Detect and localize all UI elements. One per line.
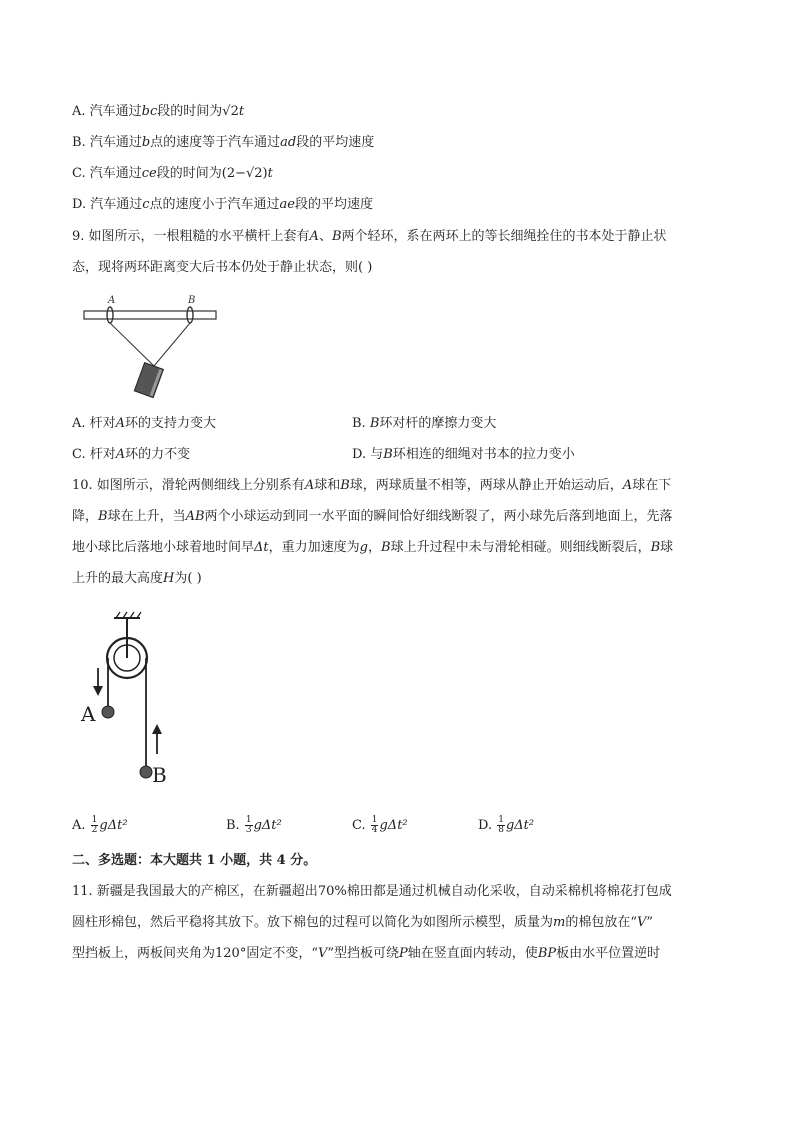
ball-b (140, 766, 152, 778)
q9-option-d: D. 与B环相连的细绳对书本的拉力变小 (352, 447, 575, 462)
label-b: B (152, 763, 167, 787)
q10-option-d: D. $\frac{1}{8}$ gΔt² (478, 815, 535, 835)
string-left (110, 323, 154, 366)
q10-figure (78, 610, 188, 790)
q8-option-d: D. 汽车通过c点的速度小于汽车通过ae段的平均速度 (72, 197, 373, 212)
q8-option-b: B. 汽车通过b点的速度等于汽车通过ad段的平均速度 (72, 135, 375, 150)
q9-stem-line1: 9. 如图所示，一根粗糙的水平横杆上套有A、B两个轻环，系在两环上的等长细绳拴住的书本处于静止状 (72, 229, 667, 244)
string-right (154, 323, 190, 366)
q9-option-c: C. 杆对A环的力不变 (72, 447, 191, 462)
q8-option-a: A. 汽车通过bc段的时间为√2t (72, 104, 245, 119)
q9-option-b: B. B环对杆的摩擦力变大 (352, 416, 497, 431)
fraction: $\frac{1}{3}$ (245, 815, 252, 835)
horizontal-rod (84, 311, 216, 319)
fraction: $\frac{1}{2}$ (91, 815, 98, 835)
q9-stem-line2: 态，现将两环距离变大后书本仍处于静止状态，则( ) (72, 260, 373, 275)
q10-stem-line3: 地小球比后落地小球着地时间早Δt，重力加速度为g，B球上升过程中未与滑轮相碰。则细线断裂后，B球 (72, 540, 674, 555)
q10-stem-line1: 10. 如图所示，滑轮两侧细线上分别系有A球和B球，两球质量不相等，两球从静止开始运动后，A球在下 (72, 478, 672, 493)
label-a: A (81, 702, 96, 726)
fraction: $\frac{1}{8}$ (498, 815, 504, 835)
section-heading-multiple-choice: 二、多选题：本大题共 1 小题，共 4 分。 (72, 853, 317, 868)
ball-a (102, 706, 114, 718)
q10-stem-line2: 降，B球在上升，当AB两个小球运动到同一水平面的瞬间恰好细线断裂了，两小球先后落到地面上，先落 (72, 509, 673, 524)
book (134, 363, 163, 398)
q11-stem-line1: 11. 新疆是我国最大的产棉区，在新疆超出70%棉田都是通过机械自动化采收，自动采棉机将棉花打包成 (72, 884, 672, 899)
label-ring-b: B (188, 295, 196, 306)
q8-option-c: C. 汽车通过ce段的时间为(2−√2)t (72, 166, 273, 181)
q9-option-a: A. 杆对A环的支持力变大 (72, 416, 217, 431)
q10-option-b: B. $\frac{1}{3}$ gΔt² (226, 815, 282, 835)
q10-option-a: A. $\frac{1}{2}$ gΔt² (72, 815, 128, 835)
q11-stem-line3: 型挡板上，两板间夹角为120°固定不变，“V”型挡板可绕P轴在竖直面内转动，使BP板由水平位置逆时 (72, 946, 661, 961)
label-ring-a: A (108, 295, 116, 306)
q11-stem-line2: 圆柱形棉包，然后平稳将其放下。放下棉包的过程可以简化为如图所示模型，质量为m的棉包放在“V” (72, 915, 654, 930)
fraction: $\frac{1}{4}$ (371, 815, 378, 835)
q10-option-c: C. $\frac{1}{4}$ gΔt² (352, 815, 408, 835)
q9-figure (80, 290, 220, 400)
q10-stem-line4: 上升的最大高度H为( ) (72, 571, 202, 586)
